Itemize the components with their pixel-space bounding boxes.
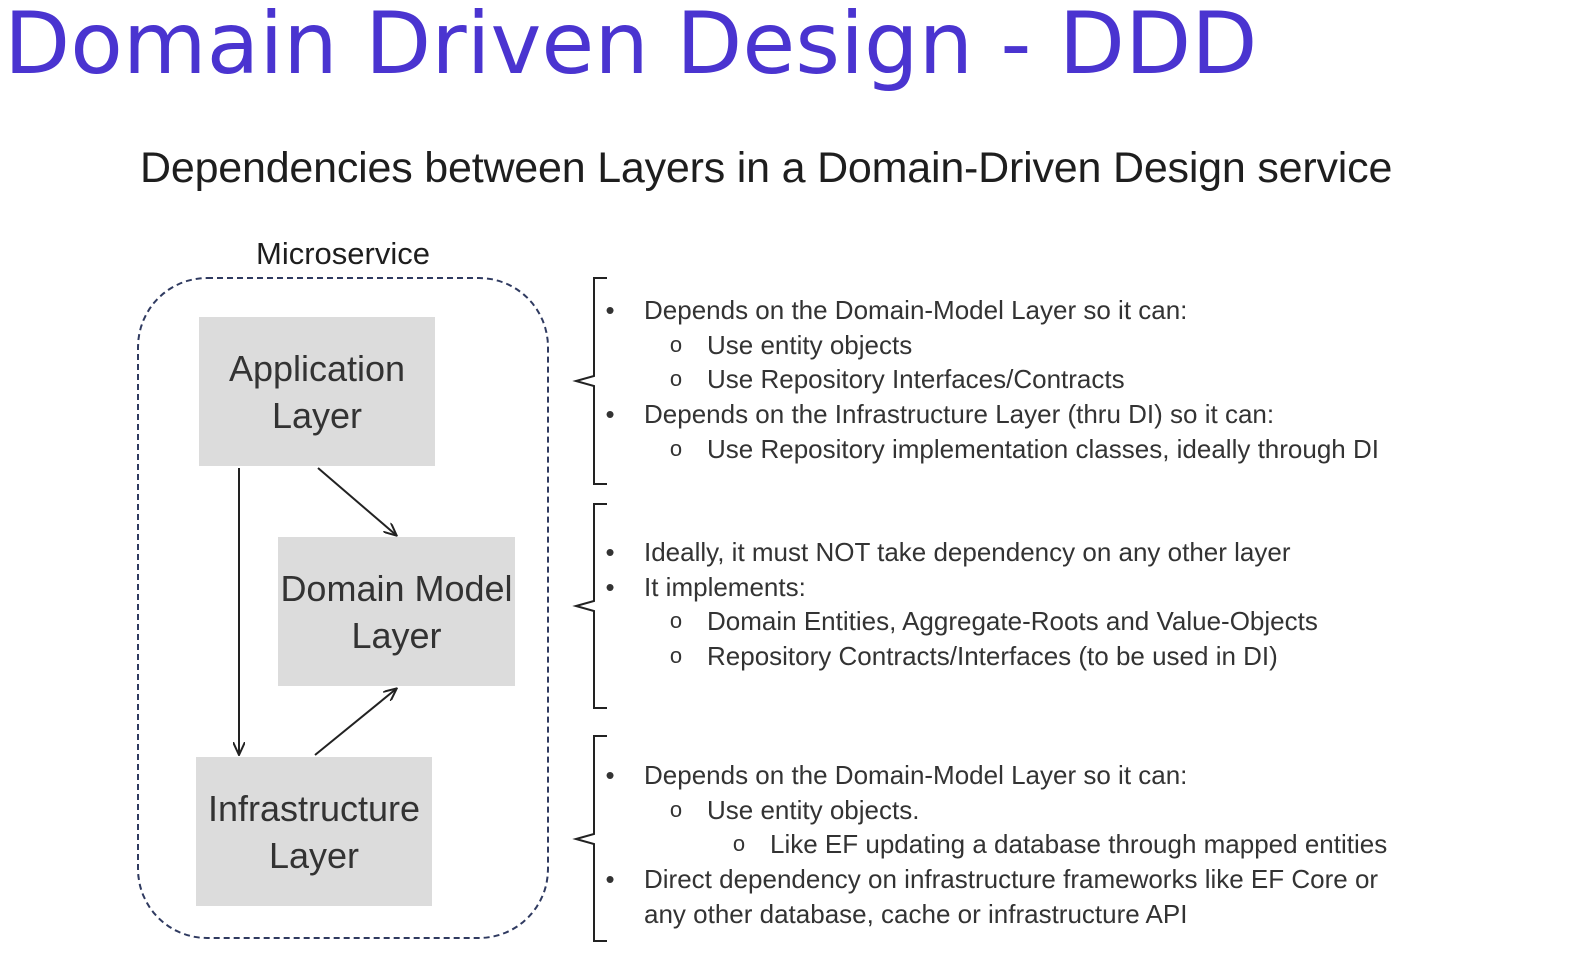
bullet-circle-icon: o — [669, 608, 683, 634]
microservice-label: Microservice — [256, 236, 430, 271]
bullet-text: Like EF updating a database through mapped entities — [770, 829, 1388, 860]
bullet-dot-icon: • — [605, 537, 615, 567]
bullet-item — [600, 293, 1420, 328]
bullet-dot-icon: • — [605, 760, 615, 790]
bullet-text: Use Repository Interfaces/Contracts — [707, 364, 1125, 395]
bullet-circle-icon: o — [732, 831, 746, 857]
infrastructure-layer-description — [600, 758, 1420, 932]
bullet-circle-icon: o — [669, 643, 683, 669]
slide-title: Dependencies between Layers in a Domain-Driven Design service — [140, 144, 1393, 192]
bullet-item — [600, 793, 1420, 828]
bullet-item — [600, 397, 1420, 432]
application-layer-box — [199, 317, 435, 466]
bullet-circle-icon: o — [669, 435, 683, 461]
bullet-item — [600, 862, 1420, 897]
bullet-text: Use entity objects. — [707, 794, 920, 825]
bullet-item — [600, 639, 1420, 674]
domain-model-layer-label: Domain Model Layer — [280, 567, 513, 656]
bullet-item — [600, 362, 1420, 397]
bullet-text: Domain Entities, Aggregate-Roots and Value-Objects — [707, 606, 1318, 637]
bullet-item — [600, 827, 1420, 862]
domain-model-layer-description — [600, 535, 1420, 674]
domain-model-layer-box — [278, 537, 515, 686]
bullet-circle-icon: o — [669, 331, 683, 357]
bullet-text: Repository Contracts/Interfaces (to be used in DI) — [707, 641, 1278, 672]
bullet-text: Use Repository implementation classes, ideally through DI — [707, 433, 1379, 464]
application-layer-label: Application Layer — [228, 347, 406, 436]
bullet-text: Ideally, it must NOT take dependency on any other layer — [644, 537, 1291, 567]
application-layer-description — [600, 293, 1420, 467]
infrastructure-layer-box — [196, 757, 432, 906]
bullet-circle-icon: o — [669, 366, 683, 392]
bullet-text: Depends on the Infrastructure Layer (thru DI) so it can: — [644, 399, 1275, 430]
page-title: Domain Driven Design - DDD — [4, 0, 1258, 94]
bullet-text: Depends on the Domain-Model Layer so it can: — [644, 295, 1188, 325]
bullet-text: Direct dependency on infrastructure frameworks like EF Core or — [644, 864, 1379, 895]
bullet-dot-icon: • — [605, 295, 615, 325]
bullet-item — [600, 897, 1420, 932]
infrastructure-layer-label: Infrastructure Layer — [207, 787, 421, 876]
bullet-item — [600, 535, 1420, 570]
bullet-text: any other database, cache or infrastructure API — [644, 898, 1188, 929]
bullet-dot-icon: • — [605, 399, 615, 430]
bullet-circle-icon: o — [669, 796, 683, 822]
bullet-text: Depends on the Domain-Model Layer so it can: — [644, 760, 1188, 790]
bullet-item — [600, 328, 1420, 363]
bullet-dot-icon: • — [605, 571, 615, 602]
bullet-item — [600, 570, 1420, 605]
bullet-text: Use entity objects — [707, 329, 913, 360]
bullet-item — [600, 432, 1420, 467]
bullet-dot-icon: • — [605, 864, 615, 895]
bullet-item — [600, 604, 1420, 639]
bullet-item — [600, 758, 1420, 793]
bullet-text: It implements: — [644, 571, 806, 602]
